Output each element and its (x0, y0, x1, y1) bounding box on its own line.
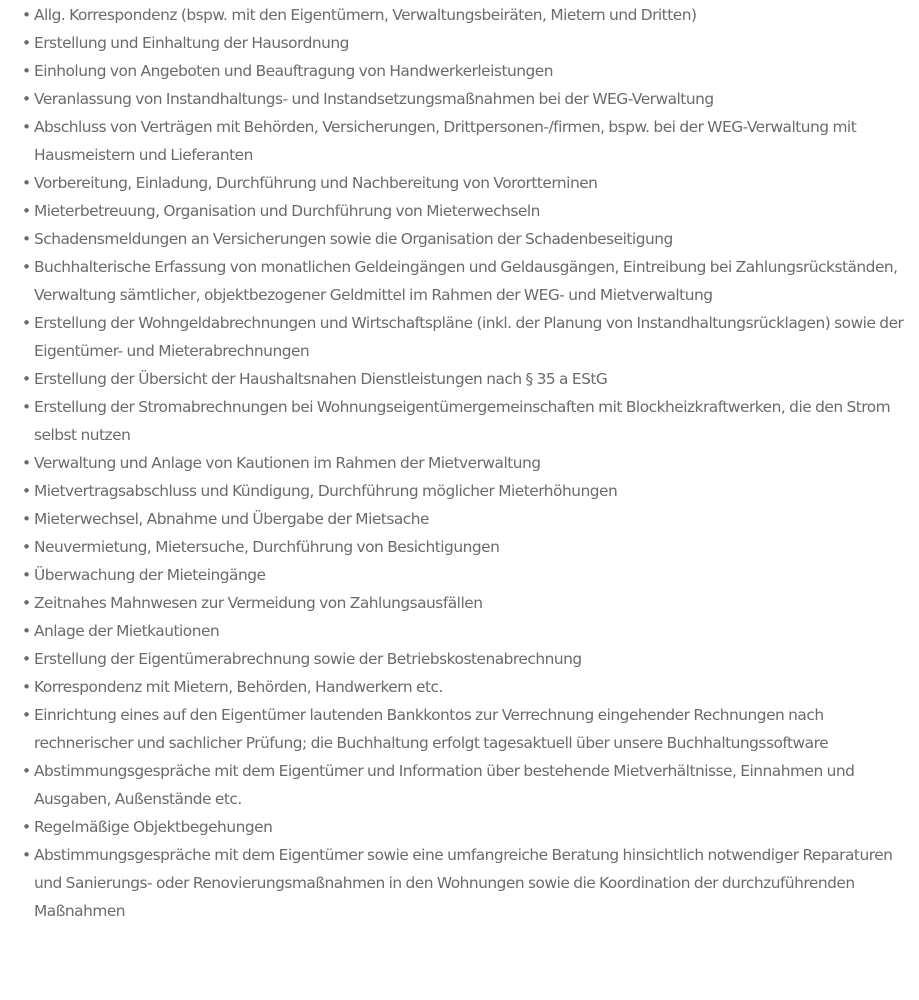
list-item-text: Erstellung der Eigentümerabrechnung sowie der Betriebskostenabrechnung (34, 650, 582, 668)
list-item-text: Vorbereitung, Einladung, Durchführung und Nachbereitung von Vorortterninen (34, 174, 598, 192)
bullet-icon: • (22, 90, 31, 108)
bullet-icon: • (22, 62, 31, 80)
list-item (22, 701, 919, 757)
list-item (22, 309, 919, 365)
bullet-icon: • (22, 174, 31, 192)
list-item (22, 813, 919, 841)
list-item-text: Korrespondenz mit Mietern, Behörden, Handwerkern etc. (34, 678, 443, 696)
list-item-text: Regelmäßige Objektbegehungen (34, 818, 273, 836)
bullet-icon: • (22, 454, 31, 472)
list-item-text: Abstimmungsgespräche mit dem Eigentümer und Information über bestehende Mietverhältnisse, Einnahmen und Ausgaben, Außenstände etc. (34, 762, 855, 808)
list-item (22, 225, 919, 253)
list-item (22, 253, 919, 309)
list-item (22, 645, 919, 673)
list-item-text: Veranlassung von Instandhaltungs- und Instandsetzungsmaßnahmen bei der WEG-Verwaltung (34, 90, 714, 108)
list-item-text: Neuvermietung, Mietersuche, Durchführung von Besichtigungen (34, 538, 500, 556)
bullet-icon: • (22, 6, 31, 24)
bullet-icon: • (22, 258, 31, 276)
list-item-text: Allg. Korrespondenz (bspw. mit den Eigentümern, Verwaltungsbeiräten, Mietern und Dritten) (34, 6, 697, 24)
bullet-icon: • (22, 482, 31, 500)
list-item (22, 393, 919, 449)
list-item (22, 113, 919, 169)
list-item (22, 757, 919, 813)
list-item (22, 449, 919, 477)
list-item-text: Mieterwechsel, Abnahme und Übergabe der Mietsache (34, 510, 429, 528)
list-item-text: Erstellung der Wohngeldabrechnungen und Wirtschaftspläne (inkl. der Planung von Instandhaltungsrücklagen) sowie der Eigentümer- und Mieterabrechnungen (34, 314, 904, 360)
list-item (22, 589, 919, 617)
list-item-text: Erstellung und Einhaltung der Hausordnung (34, 34, 349, 52)
list-item-text: Buchhalterische Erfassung von monatlichen Geldeingängen und Geldausgängen, Eintreibung bei Zahlungsrückständen, Verwaltung sämtlicher, objektbezogener Geldmittel im Rahmen der WEG- und Mietverwaltung (34, 258, 898, 304)
list-item (22, 673, 919, 701)
bullet-icon: • (22, 566, 31, 584)
bullet-icon: • (22, 370, 31, 388)
bullet-icon: • (22, 678, 31, 696)
service-list (22, 1, 919, 925)
list-item (22, 477, 919, 505)
list-item (22, 561, 919, 589)
list-item-text: Abschluss von Verträgen mit Behörden, Versicherungen, Drittpersonen-/firmen, bspw. bei der WEG-Verwaltung mit Hausmeistern und Lieferanten (34, 118, 857, 164)
bullet-icon: • (22, 34, 31, 52)
list-item (22, 197, 919, 225)
bullet-icon: • (22, 818, 31, 836)
list-item (22, 841, 919, 925)
bullet-icon: • (22, 314, 31, 332)
list-item-text: Einholung von Angeboten und Beauftragung von Handwerkerleistungen (34, 62, 553, 80)
bullet-icon: • (22, 594, 31, 612)
list-item (22, 169, 919, 197)
list-item (22, 57, 919, 85)
list-item-text: Mietvertragsabschluss und Kündigung, Durchführung möglicher Mieterhöhungen (34, 482, 618, 500)
list-item (22, 1, 919, 29)
bullet-icon: • (22, 762, 31, 780)
list-item (22, 617, 919, 645)
bullet-icon: • (22, 622, 31, 640)
list-item-text: Anlage der Mietkautionen (34, 622, 220, 640)
bullet-icon: • (22, 398, 31, 416)
list-item (22, 533, 919, 561)
bullet-icon: • (22, 230, 31, 248)
list-item-text: Zeitnahes Mahnwesen zur Vermeidung von Zahlungsausfällen (34, 594, 483, 612)
bullet-icon: • (22, 706, 31, 724)
list-item-text: Abstimmungsgespräche mit dem Eigentümer sowie eine umfangreiche Beratung hinsichtlich notwendiger Reparaturen und Sanierungs- oder Renovierungsmaßnahmen in den Wohnungen sowie die Koordination der durchzuführenden Maßnahmen (34, 846, 893, 920)
list-item-text: Erstellung der Stromabrechnungen bei Wohnungseigentümergemeinschaften mit Blockheizkraftwerken, die den Strom selbst nutzen (34, 398, 891, 444)
list-item-text: Überwachung der Mieteingänge (34, 566, 266, 584)
bullet-icon: • (22, 538, 31, 556)
list-item-text: Erstellung der Übersicht der Haushaltsnahen Dienstleistungen nach § 35 a EStG (34, 370, 608, 388)
bullet-icon: • (22, 202, 31, 220)
bullet-icon: • (22, 650, 31, 668)
list-item-text: Mieterbetreuung, Organisation und Durchführung von Mieterwechseln (34, 202, 540, 220)
list-item (22, 365, 919, 393)
bullet-icon: • (22, 846, 31, 864)
bullet-icon: • (22, 118, 31, 136)
list-item-text: Schadensmeldungen an Versicherungen sowie die Organisation der Schadenbeseitigung (34, 230, 673, 248)
bullet-icon: • (22, 510, 31, 528)
list-item-text: Einrichtung eines auf den Eigentümer lautenden Bankkontos zur Verrechnung eingehender Rechnungen nach rechnerischer und sachlicher Prüfung; die Buchhaltung erfolgt tagesaktuell über unsere Buchhaltungssoftware (34, 706, 829, 752)
list-item (22, 505, 919, 533)
list-item (22, 29, 919, 57)
list-item (22, 85, 919, 113)
list-item-text: Verwaltung und Anlage von Kautionen im Rahmen der Mietverwaltung (34, 454, 541, 472)
